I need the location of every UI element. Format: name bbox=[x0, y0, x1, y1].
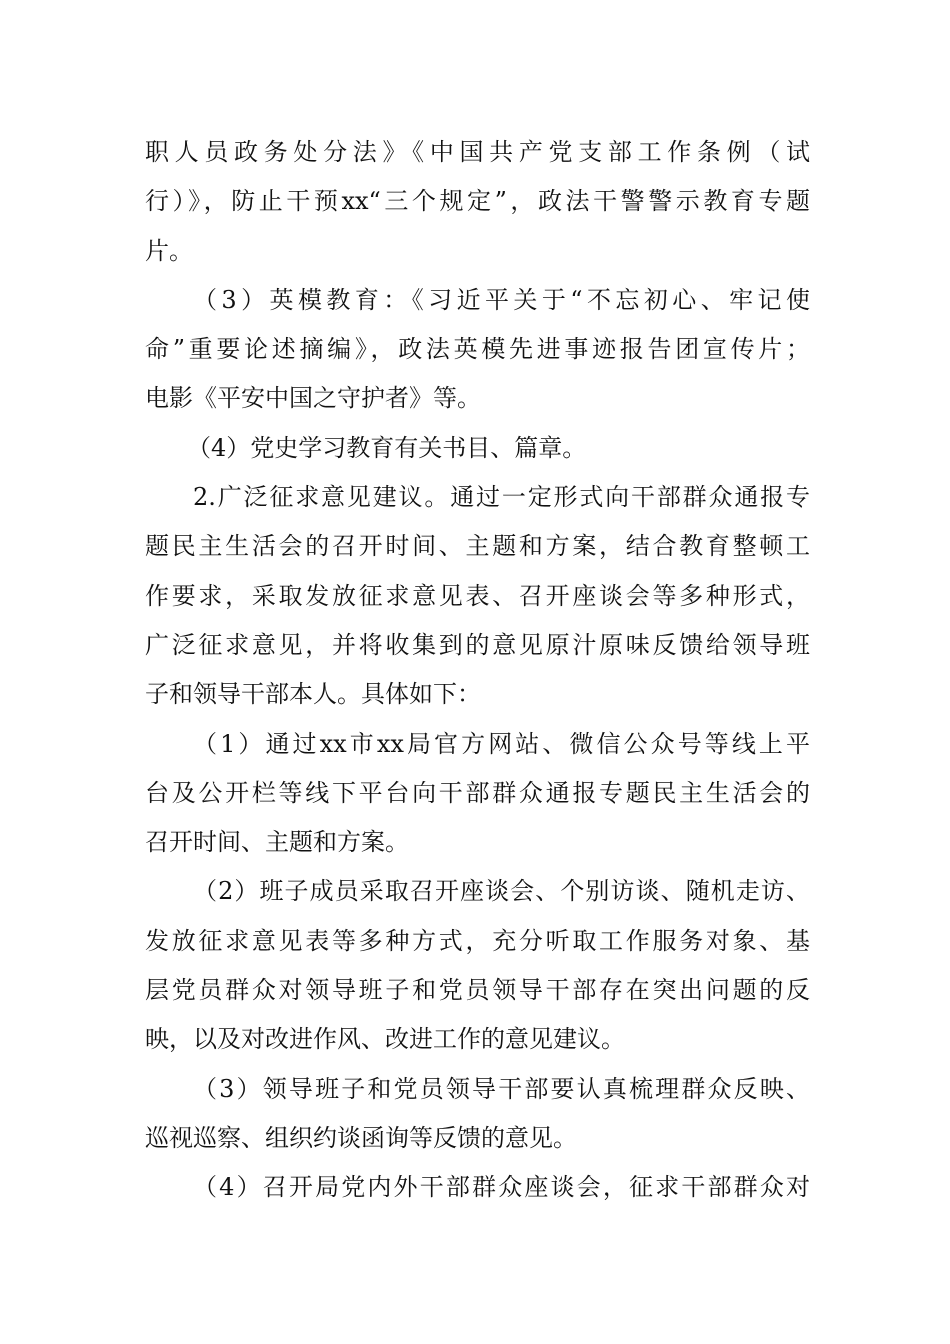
text-line-2: 行）》，防止干预xx“三个规定”，政法干警警示教育专题 bbox=[145, 187, 810, 216]
text-line-21: 巡视巡察、组织约谈函询等反馈的意见。 bbox=[145, 1123, 577, 1152]
text-line-4: （3）英模教育：《习近平关于“不忘初心、牢记使 bbox=[193, 285, 810, 314]
text-line-19: 映，以及对改进作风、改进工作的意见建议。 bbox=[145, 1025, 625, 1054]
text-line-14: 台及公开栏等线下平台向干部群众通报专题民主生活会的 bbox=[145, 778, 810, 807]
text-line-20: （3）领导班子和党员领导干部要认真梳理群众反映、 bbox=[193, 1074, 810, 1103]
text-line-13: （1）通过xx市xx局官方网站、微信公众号等线上平 bbox=[193, 729, 810, 758]
text-line-18: 层党员群众对领导班子和党员领导干部存在突出问题的反 bbox=[145, 976, 810, 1005]
text-line-17: 发放征求意见表等多种方式，充分听取工作服务对象、基 bbox=[145, 926, 810, 955]
text-line-8: 2.广泛征求意见建议。通过一定形式向干部群众通报专 bbox=[193, 483, 810, 512]
text-line-15: 召开时间、主题和方案。 bbox=[145, 828, 409, 857]
text-line-5: 命”重要论述摘编》，政法英模先进事迹报告团宣传片； bbox=[145, 335, 810, 364]
text-line-7: （4）党史学习教育有关书目、篇章。 bbox=[187, 433, 587, 462]
text-line-12: 子和领导干部本人。具体如下： bbox=[145, 680, 481, 709]
document-body bbox=[145, 128, 810, 1213]
text-line-9: 题民主生活会的召开时间、主题和方案，结合教育整顿工 bbox=[145, 532, 810, 561]
text-line-1: 职人员政务处分法》《中国共产党支部工作条例（试 bbox=[145, 138, 810, 166]
text-line-16: （2）班子成员采取召开座谈会、个别访谈、随机走访、 bbox=[193, 877, 810, 906]
text-line-10: 作要求，采取发放征求意见表、召开座谈会等多种形式， bbox=[145, 581, 810, 610]
text-line-11: 广泛征求意见，并将收集到的意见原汁原味反馈给领导班 bbox=[145, 630, 810, 659]
text-line-3: 片。 bbox=[145, 236, 193, 265]
text-line-22: （4）召开局党内外干部群众座谈会，征求干部群众对 bbox=[193, 1173, 810, 1202]
text-line-6: 电影《平安中国之守护者》等。 bbox=[145, 384, 481, 413]
